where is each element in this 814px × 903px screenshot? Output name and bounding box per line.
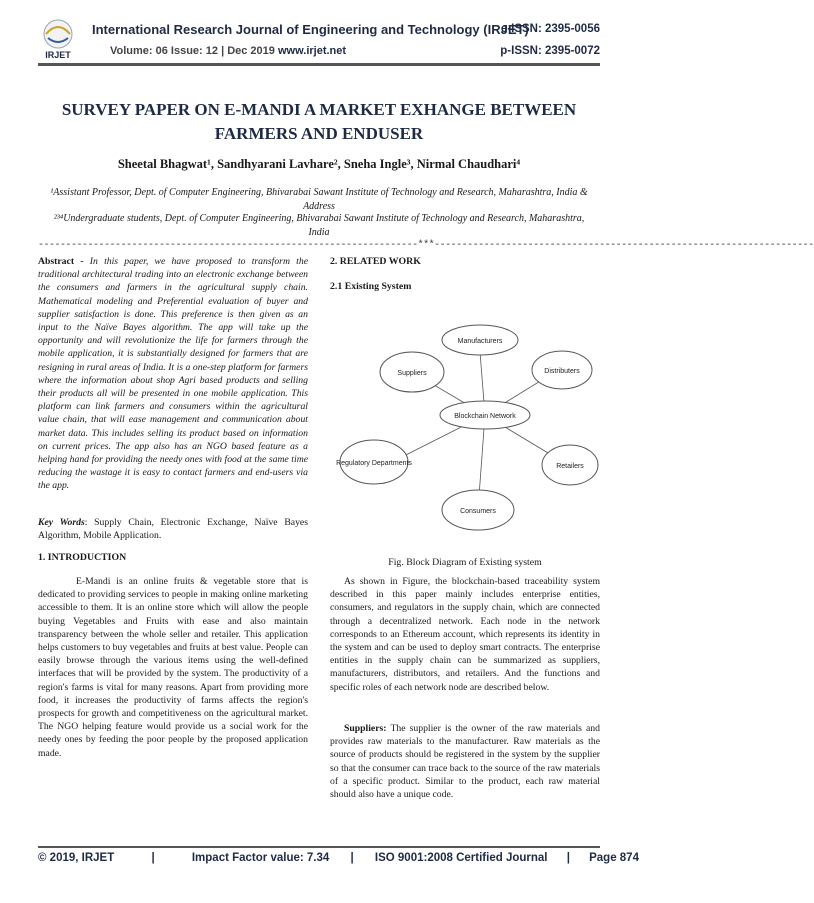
- affiliation-1: ¹Assistant Professor, Dept. of Computer Engineering, Bhivarabai Sawant Institute of Technology and Research, Maharashtra, India & Address: [50, 187, 588, 212]
- abstract: [38, 255, 308, 493]
- logo-text: IRJET: [45, 50, 71, 60]
- introduction-paragraph: E-Mandi is an online fruits & vegetable store that is dedicated to providing services to people in making online marketing accessible to them. It is an online store which will allow the people buying Vegetables and Fruits with ease and also maintain transparency between the whole seller and retailer. This application helps customers to buy vegetables and fruits at best value. People can easily browse through the various items using the well-defined interfaces that will be provided by the system. The productivity of a region's farms is vital for many reasons. Apart from providing more food, it increases the productivity of farms affects the region's prospects for growth and competitiveness on the agricultural market. The NGO helping feature would provide us a social work for the needy ones by feeding the poor people by the proposed application made.: [38, 576, 308, 759]
- e-issn: e-ISSN: 2395-0056: [500, 23, 600, 35]
- suppliers-paragraph: [330, 722, 600, 801]
- paragraph-1: As shown in Figure, the blockchain-based traceability system described in this paper mainly includes enterprise entities, consumers, and regulators in the supply chain, which are connected through a decentralized network. Each node in the network corresponds to an Ethereum account, which represents its identity in the system and can be used to deploy smart contracts. The enterprise entities in the supply chain can be summarized as suppliers, manufacturers, distributors, and retailers. And the functions and specific roles of each network node are described below.: [330, 576, 600, 693]
- footer-divider: [38, 846, 600, 848]
- label-regulatory-departments: Regulatory Departments: [336, 460, 412, 467]
- paper-title: SURVEY PAPER ON E-MANDI A MARKET EXHANGE BETWEEN FARMERS AND ENDUSER: [61, 100, 577, 143]
- figure-caption: Fig. Block Diagram of Existing system: [388, 557, 542, 568]
- footer-iso: ISO 9001:2008 Certified Journal: [374, 852, 548, 864]
- suppliers-label: Suppliers:: [344, 723, 387, 734]
- label-distributers: Distributers: [544, 368, 580, 375]
- affiliation-2: ²³⁴Undergraduate students, Dept. of Computer Engineering, Bhivarabai Sawant Institute of Technology and Research, Maharashtra, India: [53, 213, 585, 238]
- keywords-text: : Supply Chain, Electronic Exchange, Naïve Bayes Algorithm, Mobile Application.: [38, 517, 308, 542]
- existing-system-heading: 2.1 Existing System: [330, 281, 412, 292]
- keywords: [38, 516, 308, 542]
- label-suppliers: Suppliers: [397, 370, 427, 377]
- journal-website-link[interactable]: www.irjet.net: [278, 45, 347, 57]
- label-manufacturers: Manufacturers: [457, 338, 503, 345]
- footer-impact: Impact Factor value: 7.34: [191, 852, 330, 864]
- footer-sep-2: |: [350, 852, 354, 864]
- keywords-label: Key Words: [38, 517, 85, 528]
- p-issn: p-ISSN: 2395-0072: [500, 45, 600, 57]
- label-blockchain-network: Blockchain Network: [454, 413, 516, 420]
- volume-issue: Volume: 06 Issue: 12 | Dec 2019: [110, 45, 275, 57]
- label-retailers: Retailers: [556, 463, 584, 470]
- abstract-text: In this paper, we have proposed to transform the traditional architectural trading into an electronic exchange between the consumers and farmers in the agricultural supply chain. Mathematical modeling and Preferential evaluation of buyer and supplier satisfaction is done. This preference is then given as an input to the Naïve Bayes algorithm. The app will take up the opportunity and will revolutionize the life for farmers through the mobile application, it is substantially designed for farmers that are resigning in rural areas of India. It is a one-step platform for farmers where the information about shop Agri based products and selling their products all will be presented in one mobile application. This platform can link farmers and consumers within the agricultural value chain, that will ease management and communication about market data. This includes selling its product based on information on current prices. The app also has an NGO based feature as a helping hand for providing the needy ones with food at the same time reducing the wastage it is easy to contact farmers and end-users via the app.: [38, 256, 309, 492]
- related-work-heading: 2. RELATED WORK: [330, 256, 421, 267]
- section-separator: ---------------------------------------------------------------------***---------------------------------------------------------------------: [38, 240, 814, 251]
- footer-copyright: © 2019, IRJET: [38, 852, 115, 864]
- page-footer: [38, 852, 639, 864]
- block-diagram: [330, 300, 600, 540]
- journal-name: International Research Journal of Engineering and Technology (IRJET): [92, 22, 529, 37]
- introduction-body: [38, 575, 308, 760]
- introduction-heading: 1. INTRODUCTION: [38, 552, 127, 563]
- author-list: Sheetal Bhagwat¹, Sandhyarani Lavhare², Sneha Ingle³, Nirmal Chaudhari⁴: [117, 157, 521, 171]
- header-divider: [38, 63, 600, 66]
- label-consumers: Consumers: [460, 508, 496, 515]
- footer-sep-3: |: [566, 852, 570, 864]
- paragraph-2: The supplier is the owner of the raw materials and provides raw materials to the manufacturer. Raw materials as the source of products should be registered in the system by the supplier so that the consumer can trace back to the source of the raw materials of a specific product. Similar to the product, each raw material should also have a unique code.: [330, 723, 600, 801]
- abstract-label: Abstract -: [38, 256, 84, 267]
- footer-page: Page 874: [589, 852, 639, 864]
- footer-sep-1: |: [151, 852, 155, 864]
- journal-logo: [36, 16, 80, 60]
- existing-system-paragraph: [330, 575, 600, 694]
